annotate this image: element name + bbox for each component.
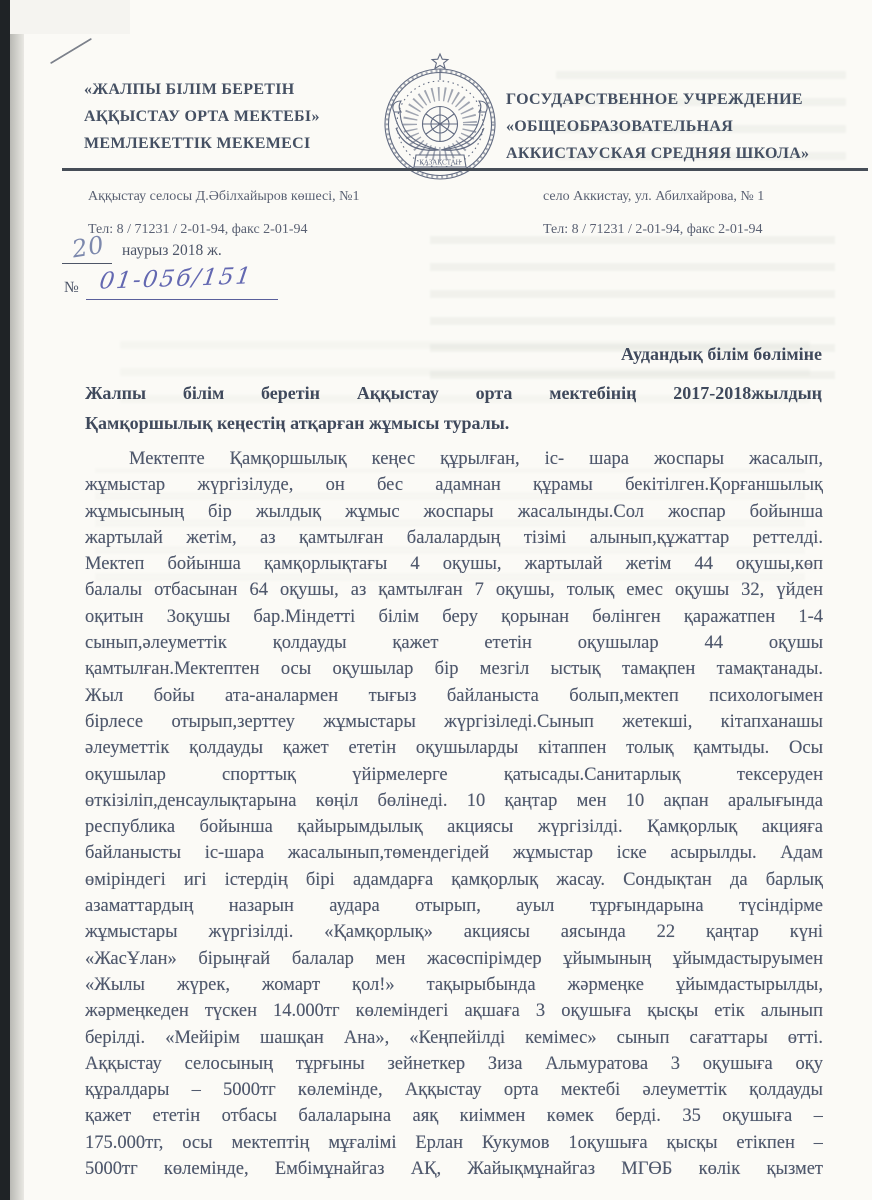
org-name-kk-line: «ЖАЛПЫ БІЛІМ БЕРЕТІН (84, 81, 295, 98)
body-line: республика бойынша қайырымдылық акциясы жүргізілді. Қамқорлық акцияға (85, 817, 823, 838)
body-line: оқушылар спорттық үйірмелерге қатысады.Санитарлық тексеруден (85, 764, 823, 785)
header-divider (62, 168, 868, 171)
org-name-ru-line: ГОСУДАРСТВЕННОЕ УЧРЕЖДЕНИЕ (506, 91, 803, 108)
body-line: өткізіліп,денсаулықтарына көңіл бөлінеді. 10 қаңтар мен 10 ақпан аралығында (85, 790, 823, 811)
printed-date: наурыз 2018 ж. (122, 242, 222, 259)
contact-block-kazakh (88, 180, 359, 246)
date-blank-line (62, 263, 112, 264)
body-line: қамтылған.Мектептен осы оқушылар бір мезгіл ыстық тамақпен тамақтанады. (85, 659, 823, 680)
subject-line: Жалпы білім беретін Аққыстау орта мектебінің 2017-2018жылдың (85, 383, 822, 403)
body-line: өміріндегі игі істердің бірі адамдарға қамқорлық жасау. Сондықтан да барлық (85, 869, 823, 890)
body-line: байланысты іс-шара жасалынып,төмендегідей жұмыстар іске асырылды. Адам (85, 843, 823, 864)
body-line: оқитын 3оқушы бар.Міндетті білім беру қорынан бөлінген қаражатпен 1-4 (85, 606, 823, 627)
address-ru: село Аккистау, ул. Абилхайрова, № 1 (543, 189, 765, 204)
body-line: берілді. «Мейірім шашқан Ана», «Кеңпейілді кемімес» сынып сағаттары өтті. (85, 1027, 823, 1048)
contact-block-russian (543, 180, 764, 246)
number-label: № (64, 279, 79, 296)
letter-body (85, 446, 823, 1182)
phone-ru: Тел: 8 / 71231 / 2-01-94, факс 2-01-94 (543, 222, 763, 237)
body-line: жартылай жетім, аз қамтылған балалардың тізімі алынып,құжаттар реттелді. (85, 527, 823, 548)
body-line: 5000тг көлемінде, Ембімұнайгаз АҚ, Жайықмұнайгаз МГӨБ көлік қызмет (85, 1159, 823, 1180)
body-line: қажет ететін отбасы балаларына аяқ киіммен көмек берді. 35 оқушыға – (85, 1106, 823, 1127)
body-line: сынып,әлеуметтік қолдауды қажет ететін оқушылар 44 оқушы (85, 633, 823, 654)
body-line: Аққыстау селосының тұрғыны зейнеткер Зиза Альмуратова 3 оқушыға оқу (85, 1053, 823, 1074)
addressee: Аудандық білім бөліміне (620, 344, 822, 364)
phone-kk: Тел: 8 / 71231 / 2-01-94, факс 2-01-94 (88, 222, 308, 237)
scan-edge-top (10, 0, 130, 34)
kazakhstan-emblem-icon (376, 52, 504, 187)
letter-subject (85, 378, 822, 438)
handwritten-number: 01-05б/151 (97, 263, 255, 295)
body-line: әлеуметтік қолдауды қажет ететін оқушыларды кітаппен толық қамтыды. Осы (85, 738, 823, 759)
body-line: Жыл бойы ата-аналармен тығыз байланыста болып,мектеп психологымен (85, 685, 823, 706)
body-line: құралдары – 5000тг көлемінде, Аққыстау орта мектебі әлеуметтік қолдауды (85, 1080, 823, 1101)
body-line: «Жылы жүрек, жомарт қол!» тақырыбында жәрмеңке ұйымдастырылды, (85, 974, 823, 995)
org-name-kk-line: МЕМЛЕКЕТТІК МЕКЕМЕСІ (84, 135, 311, 152)
body-line: азаматтардың назарын аудара отырып, ауыл тұрғындарына түсіндірме (85, 896, 823, 917)
body-line: балалы отбасынан 64 оқушы, аз қамтылған 7 оқушы, толық емес оқушы 32, үйден (85, 580, 823, 601)
body-line: жұмысының бір жылдық жұмыс жоспары жасалынды.Сол жоспар бойынша (85, 501, 823, 522)
address-kk: Аққыстау селосы Д.Әбілхайыров көшесі, №1 (88, 189, 360, 204)
emblem-banner-text: ҚАЗАҚСТАН (419, 158, 461, 167)
body-line: жұмыстар жүргізілуде, он бес адамнан құрамы бекітілген.Қорғаншылық (85, 475, 823, 496)
org-name-ru-line: АККИСТАУСКАЯ СРЕДНЯЯ ШКОЛА» (506, 145, 810, 162)
org-name-kk-line: АҚҚЫСТАУ ОРТА МЕКТЕБІ» (84, 108, 320, 125)
number-blank-line (86, 299, 278, 300)
org-name-russian (506, 86, 856, 167)
body-line: жұмыстары жүргізілді. «Қамқорлық» акциясы аясында 22 қаңтар күні (85, 922, 823, 943)
subject-line: Қамқоршылық кеңестің атқарған жұмысы туралы. (85, 413, 510, 433)
body-line: бірлесе отырып,зерттеу жұмыстары жүргізіледі.Сынып жетекші, кітапханашы (85, 711, 823, 732)
body-line: Мектеп бойынша қамқорлықтағы 4 оқушы, жартылай жетім 44 оқушы,көп (85, 554, 823, 575)
scan-edge-left (0, 0, 10, 1200)
scan-edge-shadow (10, 0, 24, 1200)
body-line: 175.000тг, осы мектептің мұғалімі Ерлан Кукумов 1оқушыға қысқы етікпен – (85, 1132, 823, 1153)
org-name-ru-line: «ОБЩЕОБРАЗОВАТЕЛЬНАЯ (506, 118, 734, 135)
handwritten-day: 20 (70, 230, 107, 264)
org-name-kazakh (84, 76, 389, 157)
body-line: Мектепте Қамқоршылық кеңес құрылған, іс- шара жоспары жасалып, (129, 449, 823, 469)
body-line: «ЖасҰлан» бірыңғай балалар мен жасөспірімдер ұйымының ұйымдастыруымен (85, 948, 823, 969)
body-line: жәрмеңкеден түскен 14.000тг көлеміндегі ақшаға 3 оқушыға қысқы етік алынып (85, 1001, 823, 1022)
